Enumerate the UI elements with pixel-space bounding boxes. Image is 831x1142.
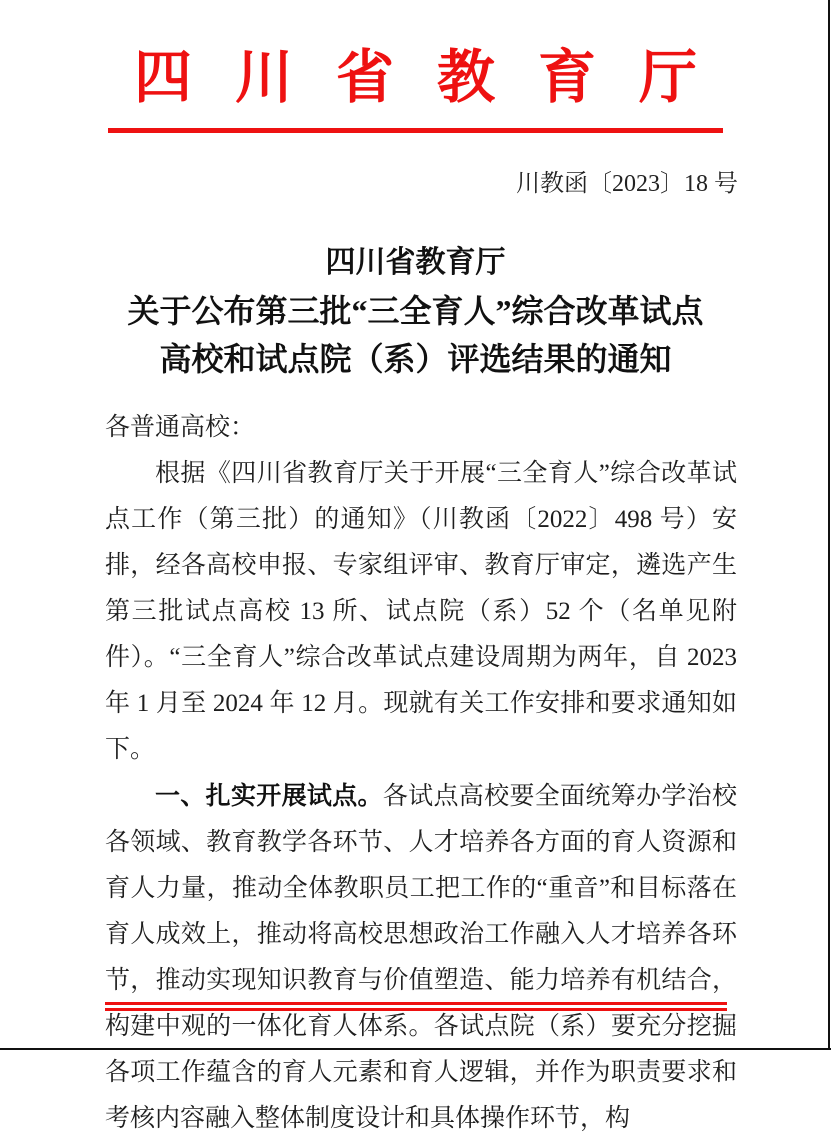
document-title-line3: 高校和试点院（系）评选结果的通知	[159, 341, 672, 377]
paragraph-section-1	[105, 773, 737, 1142]
section-1-heading: 一、扎实开展试点。	[155, 782, 383, 810]
footer-red-double-rule	[105, 1002, 727, 1011]
document-number: 川教函〔2023〕18 号	[516, 171, 738, 197]
document-title-line1: 四川省教育厅	[325, 246, 506, 279]
letterhead-red-rule	[108, 128, 723, 133]
document-title-line2: 关于公布第三批“三全育人”综合改革试点	[127, 293, 704, 329]
document-title	[0, 239, 831, 383]
document-body	[0, 405, 831, 1142]
letterhead-agency-title: 四川省教育厅	[133, 45, 740, 110]
page-frame-bottom-border	[0, 1048, 831, 1050]
salutation: 各普通高校：	[105, 414, 256, 441]
paragraph-intro: 根据《四川省教育厅关于开展“三全育人”综合改革试点工作（第三批）的通知》（川教函〔2022〕498 号）安排，经各高校申报、专家组评审、教育厅审定，遴选产生第三批试点高校 13 所、试点院（系）52 个（名单见附件）。“三全育人”综合改革试点建设周期为两年，自 2023 年 1 月至 2024 年 12 月。现就有关工作安排和要求通知如下。	[105, 460, 737, 763]
page-frame-right-border	[828, 0, 830, 1050]
section-1-body: 各试点高校要全面统筹办学治校各领域、教育教学各环节、人才培养各方面的育人资源和育人力量，推动全体教职员工把工作的“重音”和目标落在育人成效上，推动将高校思想政治工作融入人才培养各环节，推动实现知识教育与价值塑造、能力培养有机结合，构建中观的一体化育人体系。各试点院（系）要充分挖掘各项工作蕴含的育人元素和育人逻辑，并作为职责要求和考核内容融入整体制度设计和具体操作环节，构	[105, 783, 737, 1132]
